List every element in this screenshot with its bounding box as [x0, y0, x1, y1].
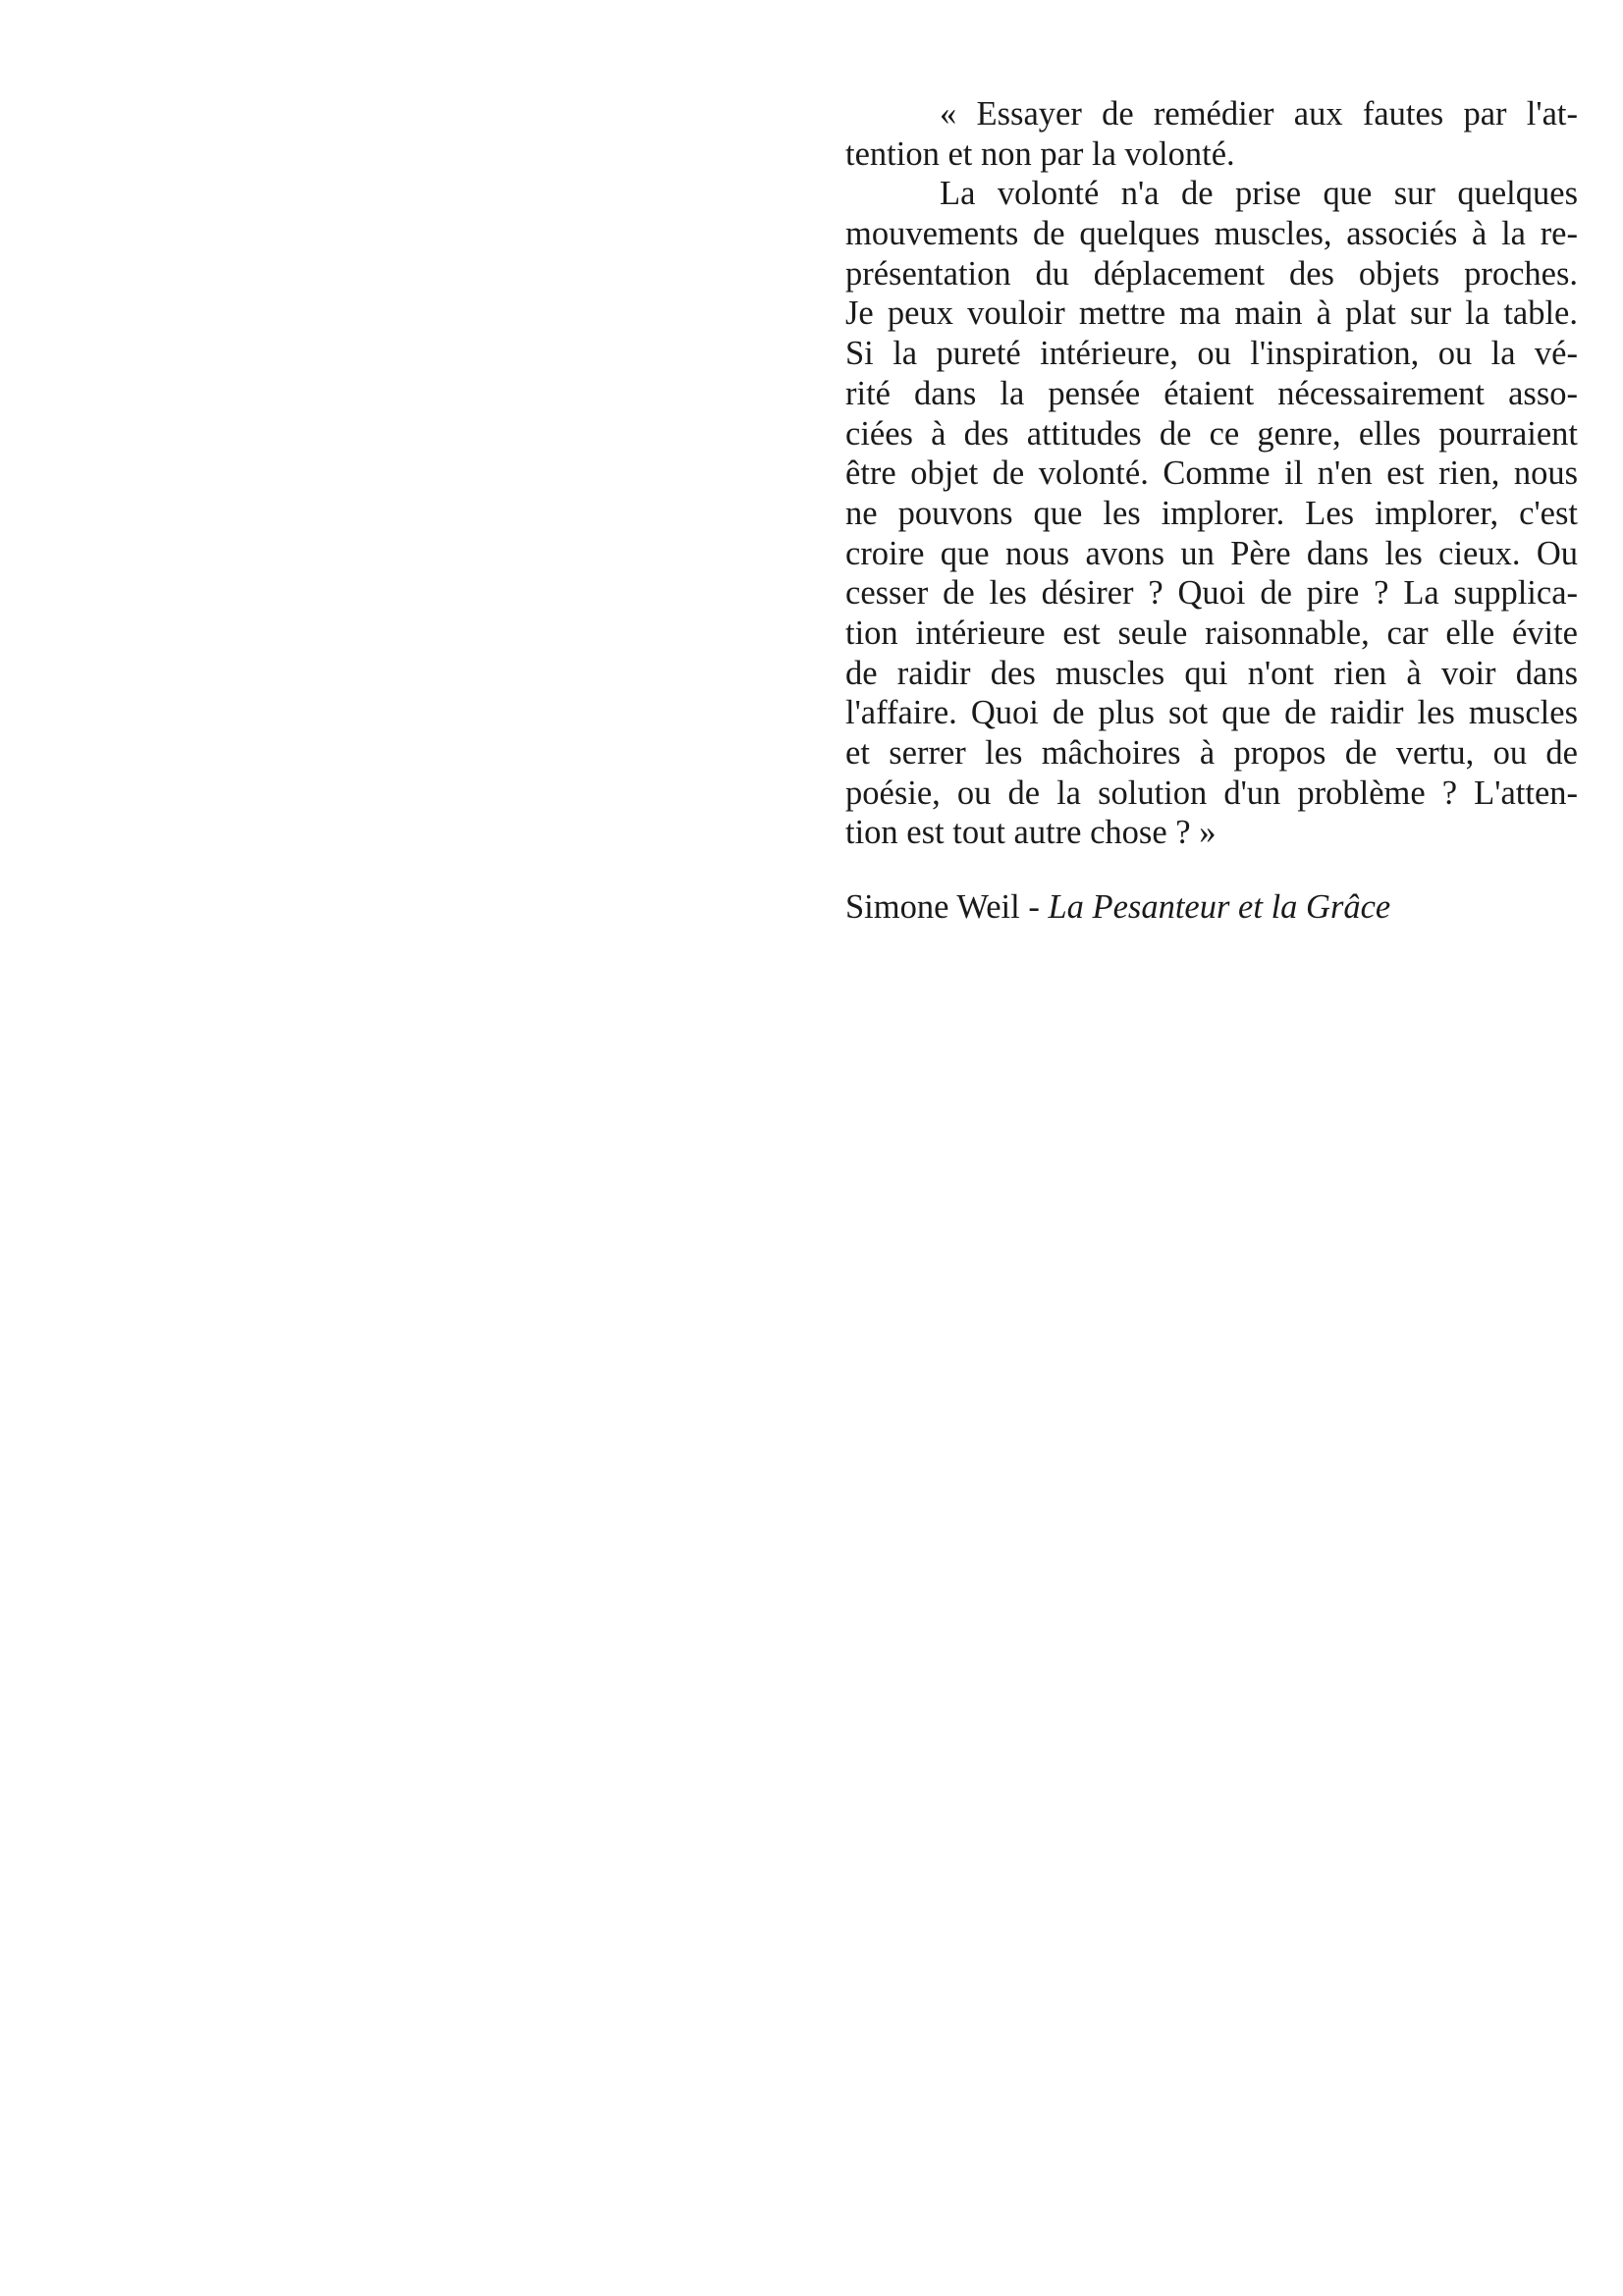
quote-line: tion intérieure est seule raisonnable, car elle évite: [845, 614, 1578, 652]
attribution-separator: -: [1019, 888, 1049, 926]
quote-line: La volonté n'a de prise que sur quelques: [940, 175, 1578, 213]
quote-line: cesser de les désirer ? Quoi de pire ? La supplica-: [845, 574, 1578, 613]
quote-line: « Essayer de remédier aux fautes par l'at-: [940, 95, 1578, 133]
quote-block: [845, 94, 1578, 853]
quote-line: Je peux vouloir mettre ma main à plat sur la table.: [845, 294, 1578, 333]
quote-line: poésie, ou de la solution d'un problème ? L'atten-: [845, 774, 1578, 812]
quote-line: de raidir des muscles qui n'ont rien à voir dans: [845, 654, 1578, 692]
quote-line: et serrer les mâchoires à propos de vertu, ou de: [845, 734, 1578, 772]
quote-line: ne pouvons que les implorer. Les implorer, c'est: [845, 494, 1578, 532]
attribution: [845, 887, 1390, 927]
author-name: Simone Weil: [845, 888, 1020, 926]
quote-line: croire que nous avons un Père dans les cieux. Ou: [845, 534, 1578, 572]
quote-line: l'affaire. Quoi de plus sot que de raidir les muscles: [845, 694, 1578, 732]
quote-line: rité dans la pensée étaient nécessairement asso-: [845, 374, 1578, 412]
quote-line: tion est tout autre chose ? »: [845, 814, 1217, 852]
quote-line: être objet de volonté. Comme il n'en est rien, nous: [845, 454, 1578, 493]
quote-line: présentation du déplacement des objets proches.: [845, 254, 1578, 293]
quote-line: Si la pureté intérieure, ou l'inspiration, ou la vé-: [845, 335, 1578, 373]
quote-line: tention et non par la volonté.: [845, 134, 1235, 173]
quote-line: ciées à des attitudes de ce genre, elles pourraient: [845, 414, 1578, 453]
work-title: La Pesanteur et la Grâce: [1048, 888, 1391, 926]
quote-line: mouvements de quelques muscles, associés à la re-: [845, 215, 1578, 253]
